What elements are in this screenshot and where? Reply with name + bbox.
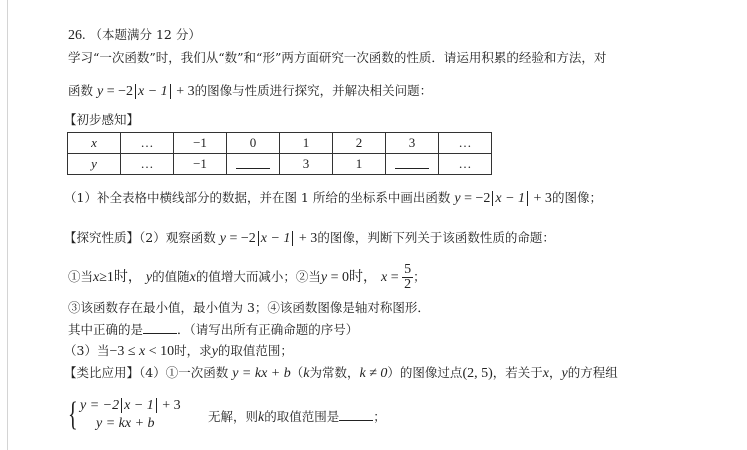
text: 的图像； <box>551 190 602 205</box>
text: 其中正确的是 <box>68 322 144 337</box>
page-edge <box>7 0 8 450</box>
fraction <box>402 263 413 292</box>
question-header <box>68 27 201 44</box>
formula-part: = −2 <box>225 231 256 246</box>
denominator: 2 <box>404 277 412 292</box>
propositions-3-4: ③该函数存在最小值，最小值为 3；④该函数图像是轴对称图形． <box>68 300 430 315</box>
function-formula <box>220 231 318 246</box>
table-cell: −1 <box>174 133 227 154</box>
table-cell-blank[interactable] <box>227 154 280 175</box>
text: 的取值范围； <box>217 343 293 358</box>
table-cell: 1 <box>333 154 386 175</box>
text: ．（请写出所有正确命题的序号） <box>177 322 359 337</box>
text: （ <box>290 365 304 380</box>
text: 的图像与性质进行探究，并解决相关问题： <box>194 83 433 98</box>
text: ， <box>549 365 562 380</box>
text: （2）观察函数 <box>139 230 216 245</box>
function-formula <box>454 191 552 206</box>
part-4 <box>64 365 618 382</box>
var: k <box>258 410 265 425</box>
text: 函数 <box>68 83 94 98</box>
abs-expr: x − 1 <box>258 231 294 246</box>
section-title-analogy: 【类比应用】 <box>64 365 140 380</box>
var: y <box>145 270 153 285</box>
text: 时，求 <box>174 343 212 358</box>
formula-part: y = −2 <box>80 398 120 413</box>
intro-line-1: 学习“一次函数”时，我们从“数”和“形”两方面研究一次函数的性质．请运用积累的经验和方法，对 <box>68 50 607 65</box>
var: x <box>189 270 196 285</box>
part-1 <box>64 190 602 207</box>
text: （4）①一次函数 <box>139 365 229 380</box>
var: y <box>320 270 328 285</box>
system-row-1 <box>80 398 181 414</box>
text: 为常数， <box>309 365 360 380</box>
var: x <box>139 344 146 359</box>
table-cell: 0 <box>227 133 280 154</box>
table-row-x <box>68 133 492 154</box>
text: ①当 <box>68 269 94 284</box>
part-3 <box>64 343 293 360</box>
formula-part: + 3 <box>530 191 552 206</box>
formula-part: = −2 <box>103 84 134 99</box>
table-cell: 3 <box>280 154 333 175</box>
text: 的值随 <box>152 269 190 284</box>
blank-line <box>395 156 429 169</box>
table-cell: −1 <box>174 154 227 175</box>
text: 的方程组 <box>567 365 618 380</box>
text: 的值增大而减小；②当 <box>195 269 321 284</box>
text: = 0时， <box>327 270 377 285</box>
var: x <box>380 270 388 285</box>
table-cell: 1 <box>280 133 333 154</box>
table-row-y <box>68 154 492 175</box>
table-cell: … <box>121 133 174 154</box>
value-table <box>67 132 492 175</box>
formula-part: + 3 <box>158 398 181 413</box>
part-2 <box>64 230 555 247</box>
var: y <box>211 344 218 359</box>
table-cell: … <box>439 133 492 154</box>
text: ； <box>373 409 386 424</box>
answer-line <box>68 321 358 338</box>
point: (2, 5) <box>462 366 493 381</box>
var-y: y <box>97 84 104 99</box>
answer-blank[interactable] <box>339 408 373 421</box>
var: y <box>561 366 568 381</box>
abs-expr: x − 1 <box>121 398 157 413</box>
var-y: y <box>454 191 461 206</box>
brace: { <box>68 396 78 433</box>
table-cell: 2 <box>333 133 386 154</box>
section-title-initial: 【初步感知】 <box>64 112 140 127</box>
var-y: y <box>219 231 226 246</box>
text: （1）补全表格中横线部分的数据，并在图 1 所给的坐标系中画出函数 <box>64 190 451 205</box>
abs-expr: x − 1 <box>135 84 171 99</box>
blank-line <box>236 156 270 169</box>
system-row-2: y = kx + b <box>96 416 155 431</box>
table-cell-blank[interactable] <box>386 154 439 175</box>
abs-expr: x − 1 <box>492 191 528 206</box>
var: x <box>542 366 549 381</box>
formula-part: = −2 <box>460 191 491 206</box>
system-question <box>208 407 386 426</box>
text: = <box>387 270 403 285</box>
text: （3）当 <box>64 343 110 358</box>
condition: k ≠ 0 <box>359 366 388 381</box>
question-score: （本题满分 12 分） <box>89 27 201 42</box>
text: ）的图像过点 <box>387 365 463 380</box>
formula-part: + 3 <box>295 231 318 246</box>
text: 的图像，判断下列关于该函数性质的命题： <box>317 230 555 245</box>
range: < 10 <box>145 344 175 359</box>
range: −3 ≤ <box>109 344 140 359</box>
formula-part: + 3 <box>172 84 195 99</box>
table-cell: 3 <box>386 133 439 154</box>
table-cell: … <box>121 154 174 175</box>
var: k <box>303 366 310 381</box>
propositions-1-2 <box>68 262 426 293</box>
numerator: 5 <box>404 262 412 277</box>
question-number: 26. <box>68 28 86 43</box>
text: 的取值范围是 <box>264 409 340 424</box>
table-cell: … <box>439 154 492 175</box>
table-cell: y <box>68 154 121 175</box>
intro-line-2 <box>68 83 432 100</box>
answer-blank[interactable] <box>143 321 177 334</box>
linear-function: y = kx + b <box>232 366 291 381</box>
text: ≥1时， <box>99 270 142 285</box>
text: ，若关于 <box>492 365 543 380</box>
table-cell: x <box>68 133 121 154</box>
var: x <box>93 270 100 285</box>
section-title-explore: 【探究性质】 <box>64 230 140 245</box>
text: 无解，则 <box>208 409 259 424</box>
text: ； <box>413 269 426 284</box>
function-formula <box>97 84 195 99</box>
